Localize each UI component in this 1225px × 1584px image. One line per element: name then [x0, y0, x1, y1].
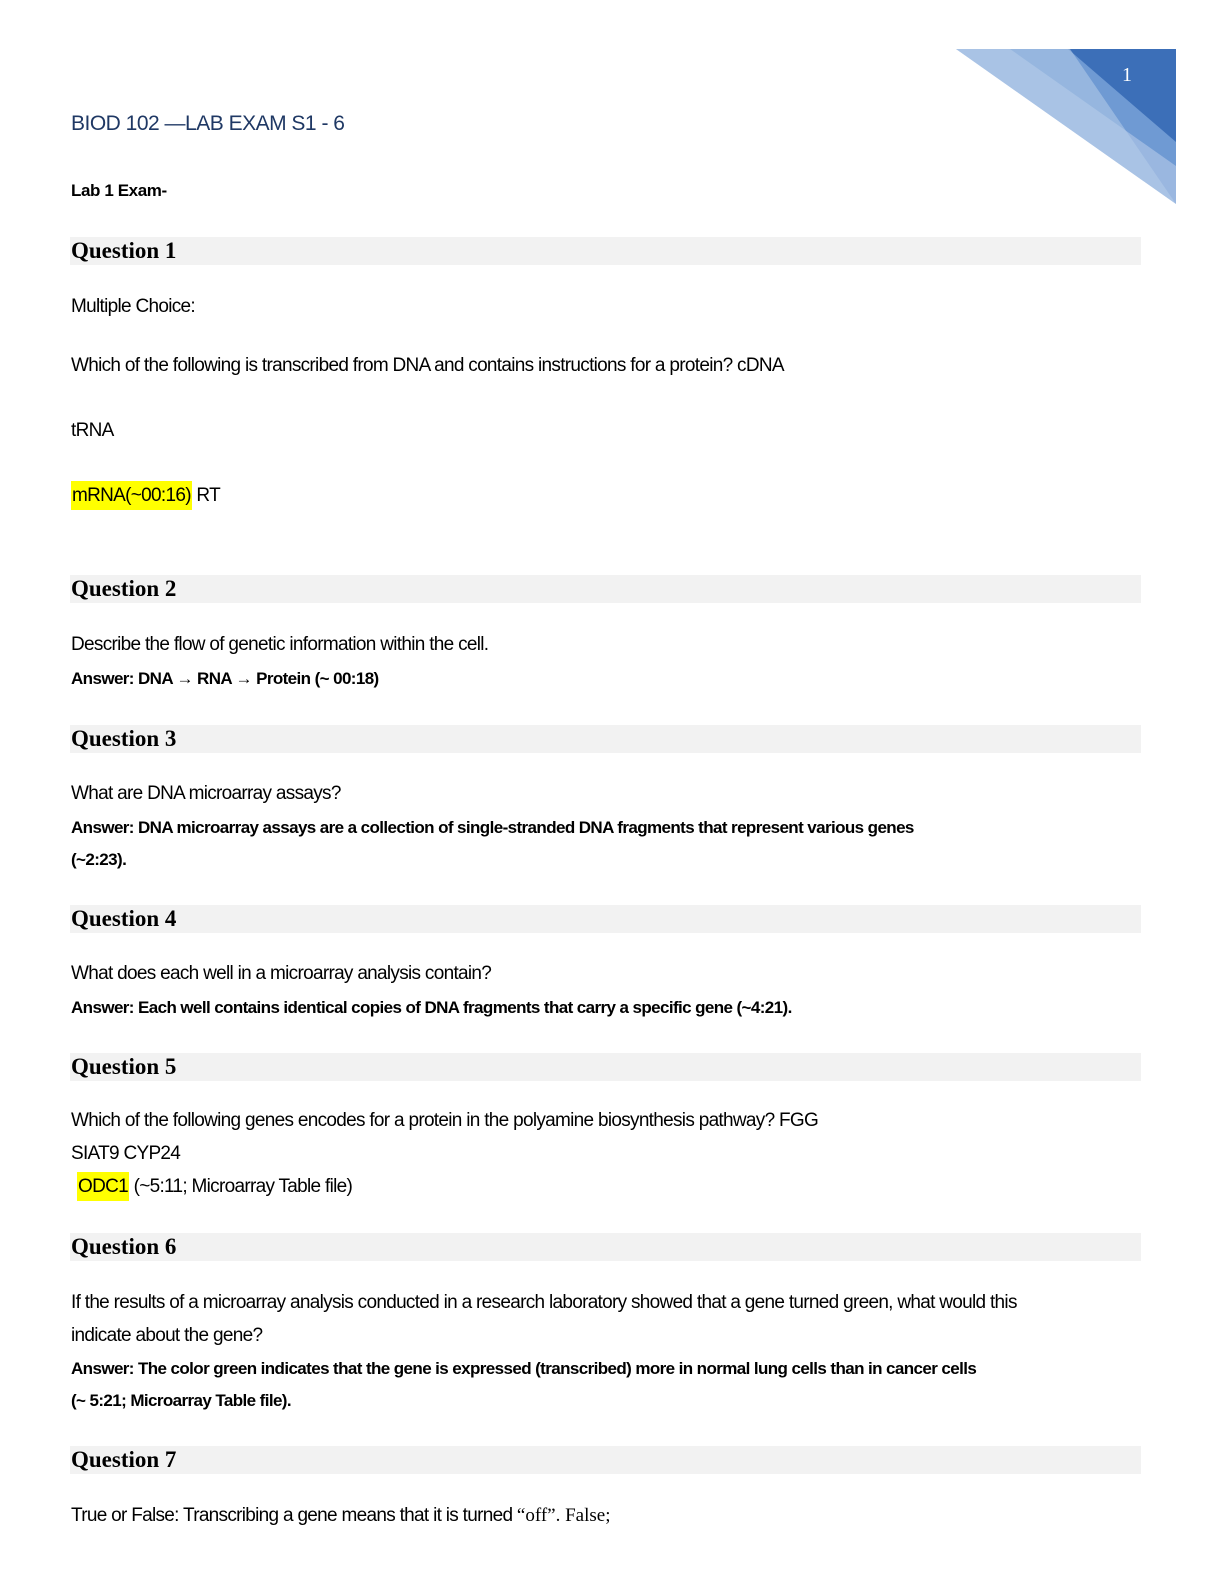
document-title: BIOD 102 —LAB EXAM S1 - 6	[71, 112, 345, 135]
question-5-prompt: Which of the following genes encodes for a protein in the polyamine biosynthesis pathway? FGG	[71, 1110, 819, 1131]
question-7-bar	[70, 1446, 1141, 1474]
question-2-bar	[70, 575, 1141, 603]
question-5-options: SIAT9 CYP24	[71, 1143, 181, 1164]
corner-decoration	[950, 46, 1176, 206]
question-6-bar	[70, 1233, 1141, 1261]
question-5-answer-suffix: (~5:11; Microarray Table file)	[129, 1176, 353, 1197]
question-1-title: Question 1	[71, 238, 177, 263]
question-5-answer	[77, 1176, 352, 1198]
question-6-title: Question 6	[71, 1234, 177, 1259]
question-3-prompt: What are DNA microarray assays?	[71, 783, 341, 804]
question-3-title: Question 3	[71, 726, 177, 751]
question-6-answer-line-1: Answer: The color green indicates that the gene is expressed (transcribed) more in normal lung cells than in cancer cells	[71, 1359, 977, 1378]
question-2-prompt: Describe the flow of genetic information within the cell.	[71, 634, 489, 655]
question-5-bar	[70, 1053, 1141, 1081]
question-5-answer-highlight: ODC1	[77, 1172, 129, 1201]
question-3-bar	[70, 725, 1141, 753]
page-number: 1	[1122, 64, 1132, 86]
question-2-title: Question 2	[71, 576, 177, 601]
question-1-prompt: Which of the following is transcribed from DNA and contains instructions for a protein? cDNA	[71, 355, 784, 376]
question-7-prompt-quote: “off”. False;	[516, 1505, 611, 1526]
question-4-title: Question 4	[71, 906, 177, 931]
question-4-prompt: What does each well in a microarray analysis contain?	[71, 963, 492, 984]
question-1-type: Multiple Choice:	[71, 296, 195, 317]
question-6-prompt-line-2: indicate about the gene?	[71, 1325, 263, 1346]
question-4-answer: Answer: Each well contains identical copies of DNA fragments that carry a specific gene (~4:21).	[71, 998, 792, 1017]
question-1-bar	[70, 237, 1141, 265]
question-6-answer-line-2: (~ 5:21; Microarray Table file).	[71, 1391, 291, 1410]
question-7-prompt	[71, 1505, 610, 1527]
question-1-answer-highlight: mRNA(~00:16)	[71, 481, 192, 510]
question-6-prompt-line-1: If the results of a microarray analysis conducted in a research laboratory showed that a gene turned green, what would this	[71, 1292, 1017, 1313]
question-1-answer-suffix: RT	[191, 485, 221, 506]
question-3-answer-line-2: (~2:23).	[71, 850, 127, 869]
question-7-title: Question 7	[71, 1447, 177, 1472]
question-4-bar	[70, 905, 1141, 933]
question-1-option-trna: tRNA	[71, 420, 114, 441]
question-2-answer: Answer: DNA → RNA → Protein (~ 00:18)	[71, 669, 379, 688]
question-5-title: Question 5	[71, 1054, 177, 1079]
question-1-answer	[71, 485, 220, 507]
lab-heading: Lab 1 Exam-	[71, 181, 167, 200]
question-3-answer-line-1: Answer: DNA microarray assays are a collection of single-stranded DNA fragments that represent various genes	[71, 818, 914, 837]
question-7-prompt-text: True or False: Transcribing a gene means that it is turned	[71, 1505, 517, 1526]
